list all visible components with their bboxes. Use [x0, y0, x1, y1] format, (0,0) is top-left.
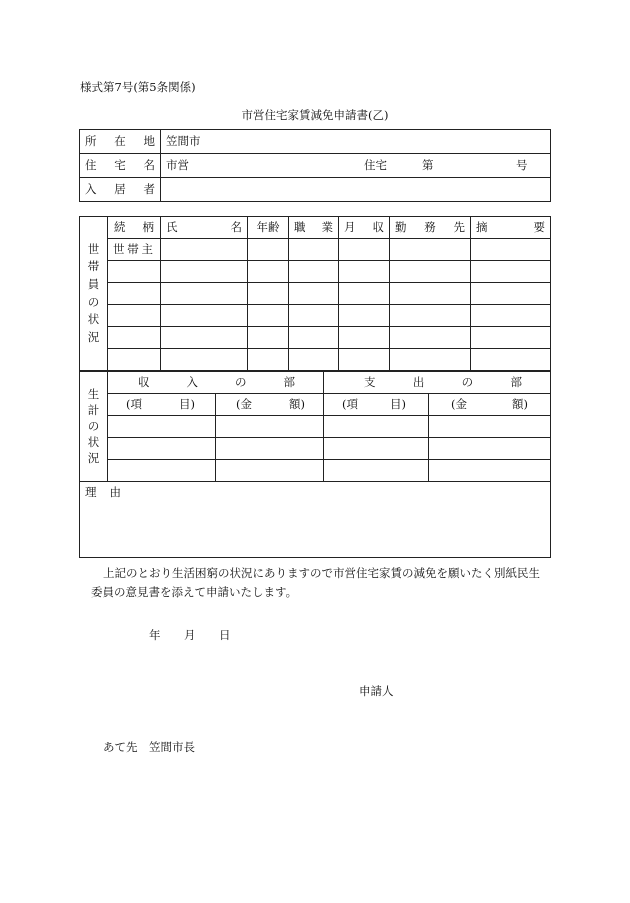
member-cell[interactable] — [289, 349, 339, 371]
finance-cell[interactable] — [429, 460, 551, 482]
date-day: 日 — [219, 628, 231, 642]
date-month: 月 — [184, 628, 196, 642]
housing-value[interactable] — [161, 154, 551, 178]
member-cell[interactable] — [471, 305, 551, 327]
finance-cell[interactable] — [429, 438, 551, 460]
location-label-cell: 所 在 地 — [80, 130, 161, 154]
member-cell[interactable] — [108, 283, 161, 305]
header-note: 摘 要 — [471, 217, 551, 239]
finance-cell[interactable] — [324, 438, 429, 460]
members-table — [79, 216, 551, 371]
member-cell[interactable] — [161, 327, 248, 349]
location-value[interactable]: 笠間市 — [161, 130, 551, 154]
expense-amount-header: (金 額) — [429, 394, 551, 416]
member-cell[interactable] — [339, 305, 390, 327]
member-cell[interactable] — [161, 349, 248, 371]
expense-section-header: 支 出 の 部 — [324, 372, 551, 394]
members-side-label: 世 帯 員 の 状 況 — [80, 217, 108, 371]
relation-head[interactable]: 世 帯 主 — [108, 239, 161, 261]
member-cell[interactable] — [161, 239, 248, 261]
finance-cell[interactable] — [429, 416, 551, 438]
member-cell[interactable] — [339, 239, 390, 261]
finance-cell[interactable] — [324, 416, 429, 438]
header-relation: 続 柄 — [108, 217, 161, 239]
finance-cell[interactable] — [108, 460, 216, 482]
member-cell[interactable] — [161, 305, 248, 327]
member-cell[interactable] — [108, 349, 161, 371]
member-cell[interactable] — [390, 261, 471, 283]
income-amount-header: (金 額) — [216, 394, 324, 416]
finance-cell[interactable] — [216, 438, 324, 460]
member-cell[interactable] — [390, 305, 471, 327]
reason-cell[interactable] — [80, 482, 551, 558]
housing-no-suffix: 号 — [516, 158, 528, 172]
housing-label-cell: 住 宅 名 — [80, 154, 161, 178]
housing-city: 市営 — [166, 158, 189, 172]
reason-label: 理 由 — [85, 485, 121, 499]
member-cell[interactable] — [339, 327, 390, 349]
finance-table — [79, 371, 551, 558]
income-item-header: (項 目) — [108, 394, 216, 416]
header-name: 氏 名 — [161, 217, 248, 239]
member-cell[interactable] — [471, 327, 551, 349]
member-cell[interactable] — [471, 283, 551, 305]
member-cell[interactable] — [289, 239, 339, 261]
member-cell[interactable] — [161, 283, 248, 305]
member-cell[interactable] — [339, 261, 390, 283]
applicant-label: 申請人 — [359, 684, 394, 698]
date-year: 年 — [149, 628, 161, 642]
statement-line-2: 委員の意見書を添えて申請いたします。 — [91, 585, 298, 599]
member-cell[interactable] — [471, 349, 551, 371]
member-cell[interactable] — [248, 239, 289, 261]
member-cell[interactable] — [248, 349, 289, 371]
member-cell[interactable] — [390, 239, 471, 261]
finance-cell[interactable] — [108, 416, 216, 438]
income-section-header: 収 入 の 部 — [108, 372, 324, 394]
addressee: あて先 笠間市長 — [103, 740, 195, 754]
resident-label-cell: 入 居 者 — [80, 178, 161, 202]
header-work: 勤 務 先 — [390, 217, 471, 239]
housing-info-table — [79, 129, 551, 202]
member-cell[interactable] — [289, 261, 339, 283]
member-cell[interactable] — [248, 283, 289, 305]
member-cell[interactable] — [339, 283, 390, 305]
finance-cell[interactable] — [108, 438, 216, 460]
member-cell[interactable] — [390, 283, 471, 305]
finance-cell[interactable] — [324, 460, 429, 482]
statement-line-1: 上記のとおり生活困窮の状況にありますので市営住宅家賃の減免を願いたく別紙民生 — [103, 566, 540, 580]
member-cell[interactable] — [161, 261, 248, 283]
member-cell[interactable] — [248, 327, 289, 349]
member-cell[interactable] — [471, 261, 551, 283]
housing-no-prefix: 第 — [422, 158, 434, 172]
document-title: 市営住宅家賃減免申請書(乙) — [241, 108, 389, 122]
member-cell[interactable] — [248, 305, 289, 327]
member-cell[interactable] — [471, 239, 551, 261]
member-cell[interactable] — [108, 327, 161, 349]
member-cell[interactable] — [248, 261, 289, 283]
finance-cell[interactable] — [216, 416, 324, 438]
housing-mid: 住宅 — [364, 158, 387, 172]
member-cell[interactable] — [339, 349, 390, 371]
member-cell[interactable] — [390, 349, 471, 371]
member-cell[interactable] — [289, 305, 339, 327]
member-cell[interactable] — [108, 305, 161, 327]
member-cell[interactable] — [289, 283, 339, 305]
member-cell[interactable] — [108, 261, 161, 283]
finance-side-label: 生 計 の 状 況 — [80, 372, 108, 482]
resident-value[interactable] — [161, 178, 551, 202]
header-age: 年齢 — [248, 217, 289, 239]
expense-item-header: (項 目) — [324, 394, 429, 416]
finance-cell[interactable] — [216, 460, 324, 482]
form-number: 様式第7号(第5条関係) — [80, 80, 196, 94]
member-cell[interactable] — [289, 327, 339, 349]
header-income: 月 収 — [339, 217, 390, 239]
member-cell[interactable] — [390, 327, 471, 349]
header-job: 職 業 — [289, 217, 339, 239]
